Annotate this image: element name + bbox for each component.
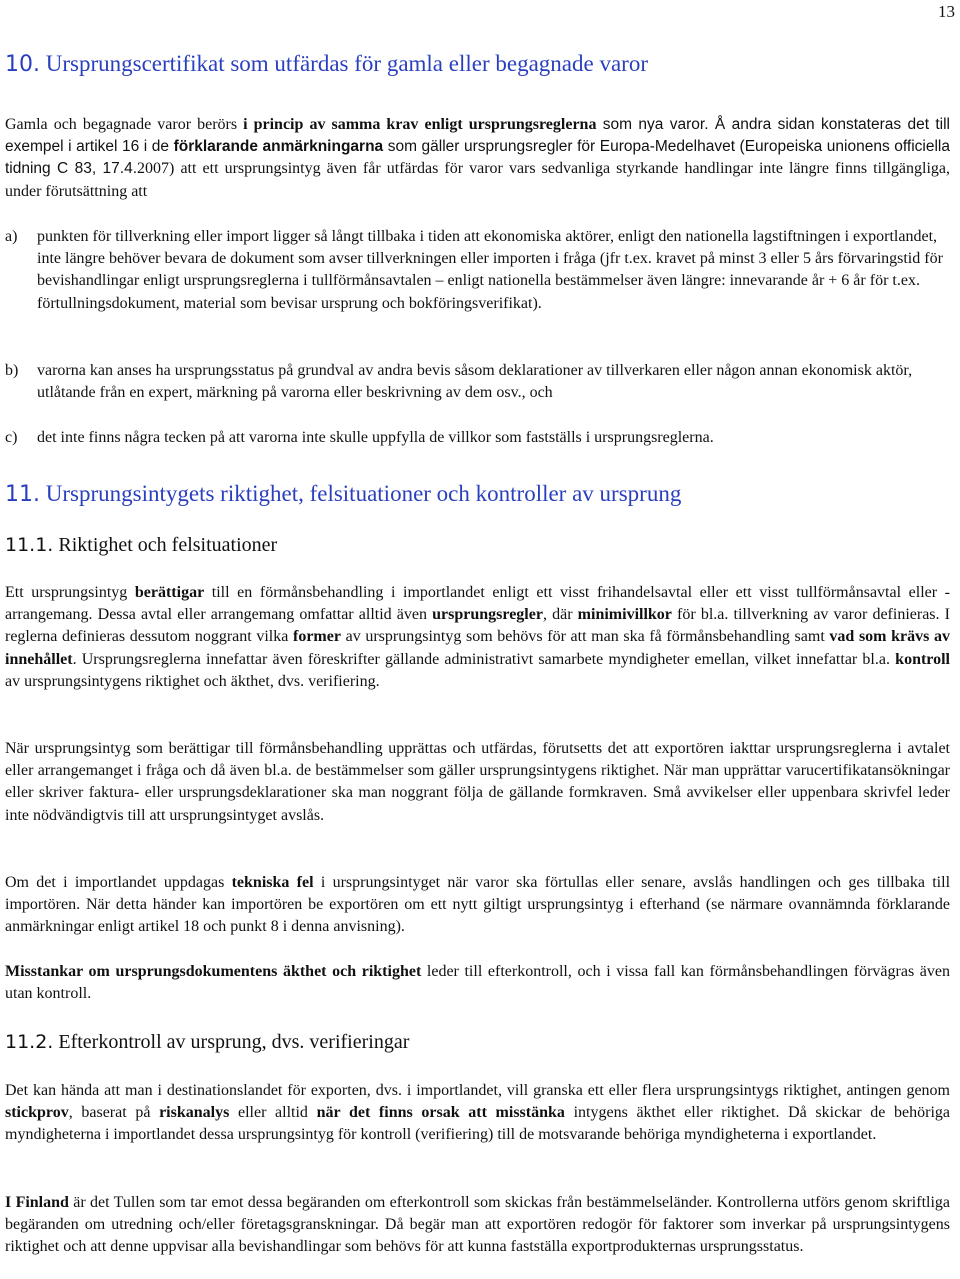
- bold-run: berättigar: [134, 584, 205, 601]
- section-11-number: 11.: [5, 482, 40, 507]
- section-10-title: Ursprungscertifikat som utfärdas för gamla eller begagnade varor: [45, 51, 648, 76]
- section-11-1-title: Riktighet och felsituationer: [58, 534, 278, 556]
- section-11-1-para-2: När ursprungsintyg som berättigar till förmånsbehandling upprättas och utfärdas, förutsetts det att exportören iakttar ursprungsreglerna i avtalet eller arrangemanget i fråga och då även bl.a. de bestämmelser som gäller ursprungsintygens riktighet. När man upprättar varucertifikatansökningar eller skriver faktura- eller ursprungsdeklarationer ska man noggrant följa de gällande formkraven. Små avvikelser eller uppenbara skrivfel leder inte nödvändigtvis till att ursprungsintyget avslås.: [5, 740, 950, 824]
- section-11-1-para-3: [5, 872, 950, 939]
- text-run: Om det i importlandet uppdagas: [5, 874, 232, 891]
- list-item-c: [5, 427, 950, 449]
- text-run: leder till efterkontroll, och i vissa fall kan förmånsbehandlingen förvägras även utan kontroll.: [5, 963, 950, 1003]
- list-text-a: punkten för tillverkning eller import ligger så långt tillbaka i tiden att ekonomiska aktörer, enligt den nationella lagstiftningen i exportlandet, inte längre behöver bevara de dokument som avser tillverkningen eller importen i fråga (jfr t.ex. kravet på minst 3 eller 5 års förvaringstid för bevishandlingar enligt ursprungsreglerna i tullförmånsavtalen – enligt nationella bestämmelser även längre: innevarande år + 6 år för t.ex. förtullningsdokument, material som bevisar ursprung och bokföringsverifikat).: [37, 228, 943, 312]
- section-11-2-para-2: [5, 1192, 950, 1259]
- section-10-intro: [5, 114, 950, 203]
- bold-run: stickprov: [5, 1104, 69, 1122]
- bold-run: I Finland: [5, 1194, 69, 1211]
- text-run: till en förmånsbehandling i importlandet enligt ett visst frihandelsavtal eller ett visst tullförmånsavtal eller -arrangemang. Dessa avtal eller arrangemang omfattar alltid även: [5, 584, 950, 624]
- text-run: av ursprungsintygens riktighet och äkthet, dvs. verifiering.: [5, 672, 380, 690]
- text-run: . Ursprungsreglerna innefattar även föreskrifter gällande administrativt samarbete myndigheter emellan, vilket innefattar bl.a.: [72, 650, 896, 668]
- list-text-b: varorna kan anses ha ursprungsstatus på grundval av andra bevis såsom deklarationer av tillverkaren eller någon annan ekonomisk aktör, utlåtande från en expert, märkning på varorna eller beskrivning av dem osv., och: [37, 362, 913, 402]
- text-run: Det kan hända att man i destinationslandet för exporten, dvs. i importlandet, vill granska ett eller flera ursprungsintygs riktighet, antingen genom: [5, 1082, 950, 1099]
- section-11-2-heading: [5, 1030, 409, 1054]
- text-run: Ett ursprungsintyg: [5, 584, 135, 601]
- bold-run: ursprungsregler: [432, 606, 543, 624]
- text-run: av ursprungsintyg som behövs för att man ska få förmånsbehandling samt: [340, 628, 830, 646]
- section-11-1-para-1: [5, 582, 950, 693]
- section-10-heading: [5, 50, 648, 79]
- intro-bold-2: förklarande anmärkningarna: [173, 138, 384, 156]
- section-11-1-heading: [5, 533, 277, 557]
- bold-run: Misstankar om ursprungsdokumentens äkthet och riktighet: [5, 963, 422, 980]
- bold-run: tekniska fel: [231, 874, 314, 891]
- text-run: , baserat på: [68, 1104, 160, 1122]
- intro-text-3: som gäller ursprungsregler för Europa-Medelhavet (Europeiska unionens officiella tidning C 83, 17.4.: [5, 138, 950, 178]
- intro-text-1: Gamla och begagnade varor berörs: [5, 116, 244, 133]
- bold-run: riskanalys: [159, 1104, 230, 1122]
- section-10-number: 10.: [5, 52, 40, 77]
- bold-run: minimivillkor: [577, 606, 672, 624]
- section-11-2-number: 11.2.: [5, 1031, 54, 1053]
- bold-run: kontroll: [895, 650, 950, 668]
- section-11-heading: [5, 480, 681, 509]
- intro-text-2: som nya varor. Å andra sidan konstateras det till exempel i artikel 16 i de: [5, 116, 950, 156]
- text-run: är det Tullen som tar emot dessa begäranden om efterkontroll som skickas från bestämmelseländer. Kontrollerna utförs genom skriftliga begäranden om utredning och/eller företagsgranskningar. Då begär man att exportören redogör för faktorer som inverkar på ursprungsintygens riktighet och att denne uppvisar alla bevishandlingar som behövs för att kunna fastställa exportprodukternas ursprungsstatus.: [5, 1194, 951, 1256]
- section-11-2-para-1: [5, 1080, 950, 1147]
- section-11-title: Ursprungsintygets riktighet, felsituationer och kontroller av ursprung: [45, 481, 682, 506]
- bold-run: former: [292, 628, 341, 646]
- section-11-1-para-4: [5, 961, 950, 1005]
- text-run: intygens äkthet eller riktighet. Då skickar de behöriga myndigheterna i importlandet dessa ursprungsintyg för kontroll (verifiering) till de motsvarande behöriga myndigheterna i exportlandet.: [5, 1104, 951, 1144]
- list-marker-c: c): [5, 429, 18, 446]
- intro-bold-1: i princip av samma krav enligt ursprungsreglerna: [243, 116, 597, 133]
- list-item-b: [5, 360, 950, 404]
- list-marker-a: a): [5, 228, 18, 245]
- section-11-1-number: 11.1.: [5, 534, 54, 556]
- text-run: eller alltid: [229, 1104, 317, 1122]
- text-run: i ursprungsintyget när varor ska förtullas eller senare, avslås handlingen och ges tillbaka till importören. När detta händer kan importören be exportören om ett nytt giltigt ursprungsintyg i efterhand (se närmare ovannämnda förklarande anmärkningar enligt artikel 18 och punkt 8 i denna anvisning).: [5, 874, 951, 936]
- section-11-2-title: Efterkontroll av ursprung, dvs. verifieringar: [58, 1031, 410, 1053]
- text-run: , där: [542, 606, 578, 624]
- list-marker-b: b): [5, 362, 19, 379]
- page-number: 13: [938, 2, 955, 21]
- intro-text-4: 2007) att ett ursprungsintyg även får utfärdas för varor vars sedvanliga styrkande handlingar inte längre finns tillgängliga, under förutsättning att: [5, 160, 951, 200]
- bold-run: vad som krävs av innehållet: [5, 628, 950, 668]
- list-text-c: det inte finns några tecken på att varorna inte skulle uppfylla de villkor som fastställs i ursprungsreglerna.: [37, 429, 714, 446]
- text-run: för bl.a. tillverkning av varor definieras. I reglerna definieras dessutom noggrant vilka: [5, 606, 951, 646]
- bold-run: när det finns orsak att misstänka: [316, 1104, 565, 1122]
- list-item-a: [5, 226, 950, 315]
